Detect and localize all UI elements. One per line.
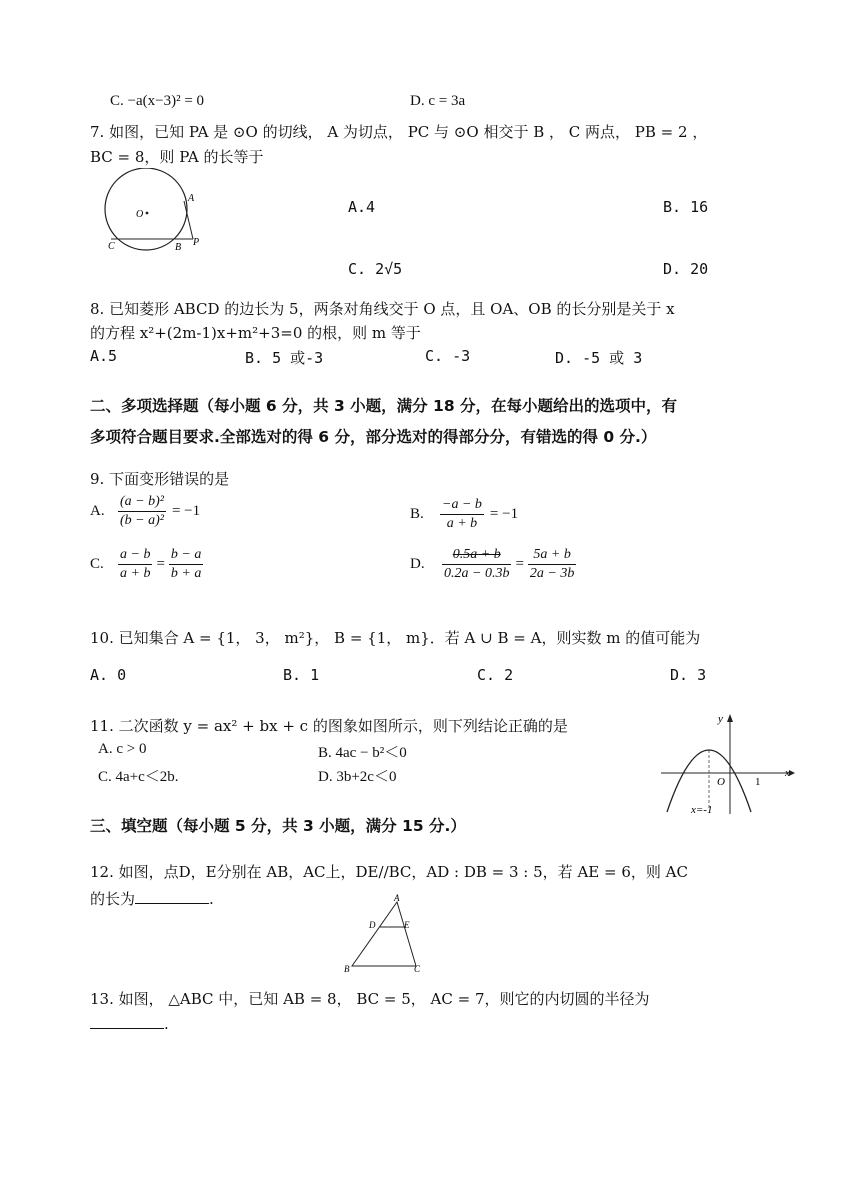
q8-stem-line1: 8. 已知菱形 ABCD 的边长为 5，两条对角线交于 O 点，且 OA、OB 的长分别是关于 x [90,300,675,318]
q12-label-c: C [414,964,421,974]
q11-option-b: B. 4ac − b²＜0 [318,745,407,761]
q9-c-left-denominator: a + b [120,566,151,581]
q9-a-fraction [118,493,166,530]
q10-option-d: D. 3 [670,666,707,684]
q9-option-c [90,546,203,583]
q12-label-d: D [369,920,376,930]
q12-line2-text: 的长为 [90,890,136,908]
q11-label-y: y [718,713,723,725]
q9-d-right-denominator: 2a − 3b [529,566,575,581]
q12-triangle-figure [340,892,430,974]
q13-stem-line1: 13. 如图， △ABC 中，已知 AB = 8， BC = 5， AC = 7，则它的内切圆的半径为 [90,990,650,1008]
q7-circle [105,168,187,250]
q9-d-left-denominator: 0.2a − 0.3b [444,566,510,581]
q12-label-b: B [344,964,350,974]
q7-option-a: A.4 [348,198,376,216]
q8-option-b: B. 5 或-3 [245,349,324,367]
q12-stem-line1: 12. 如图，点D，E分别在 AB，AC上，DE//BC，AD : DB = 3 : 5，若 AE = 6，则 AC [90,863,688,881]
q9-option-b [410,496,518,533]
section2-heading-line1: 二、多项选择题（每小题 6 分，共 3 小题，满分 18 分，在每小题给出的选项中，有 [90,397,678,415]
q9-a-denominator: (b − a)² [120,513,164,528]
q9-c-equals: = [156,556,165,572]
q12-answer-blank [135,889,209,904]
q9-c-left-numerator: a − b [118,546,152,565]
q11-label-o: O [717,776,725,788]
q9-b-fraction [440,496,484,533]
q12-stem-line2 [90,888,214,909]
q6-option-c: C. −a(x−3)² = 0 [110,93,205,109]
q9-d-right-numerator: 5a + b [528,546,576,565]
q13-answer-blank [90,1014,164,1029]
q7-label-b: B [175,242,182,253]
q10-option-a: A. 0 [90,666,127,684]
q7-option-c: C. 2√5 [348,260,403,278]
q7-label-p: P [193,237,200,248]
q9-a-rhs: = −1 [171,503,201,519]
q10-option-c: C. 2 [477,666,514,684]
q9-a-label: A. [90,503,105,519]
q9-c-right-denominator: b + a [170,566,202,581]
q7-option-b: B. 16 [663,198,709,216]
q8-stem-line2: 的方程 x²+(2m-1)x+m²+3=0 的根，则 m 等于 [90,324,421,342]
q9-option-a [90,493,200,530]
q7-circle-figure [100,168,210,256]
q11-label-one: 1 [755,776,761,788]
section3-heading: 三、填空题（每小题 5 分，共 3 小题，满分 15 分.） [90,817,466,835]
q7-label-a: A [188,193,195,204]
q11-label-x: x [785,767,790,779]
q11-option-c: C. 4a+c＜2b. [98,769,179,785]
q10-stem: 10. 已知集合 A = {1， 3， m²}， B = {1， m}．若 A ∪ B = A，则实数 m 的值可能为 [90,629,701,647]
q7-stem-line2: BC = 8，则 PA 的长等于 [90,148,264,166]
q13-stem-line2 [90,1014,169,1033]
q9-b-denominator: a + b [446,516,478,531]
q7-option-d: D. 20 [663,260,709,278]
q11-x-axis-arrow [789,770,795,776]
q9-c-right-numerator: b − a [169,546,203,565]
q11-option-d: D. 3b+2c＜0 [318,769,397,785]
q11-parabola-figure [655,710,795,820]
q11-label-axis: x=-1 [691,804,713,816]
q7-label-c: C [108,241,115,252]
q8-option-c: C. -3 [425,347,471,365]
q12-label-e: E [404,920,410,930]
q9-stem: 9. 下面变形错误的是 [90,470,230,488]
q8-option-d: D. -5 或 3 [555,349,643,367]
q9-c-fraction-right [169,546,203,583]
q9-d-left-numerator: 0.5a + b [442,546,511,565]
q9-d-fraction-left [442,546,511,583]
q12-line2-end: . [209,890,214,908]
q6-option-d: D. c = 3a [410,93,466,109]
section2-heading-line2: 多项符合题目要求.全部选对的得 6 分，部分选对的得部分分，有错选的得 0 分.） [90,428,657,446]
q9-c-fraction-left [118,546,152,583]
q9-option-d [410,546,576,583]
q9-b-numerator: −a − b [440,496,484,515]
q11-option-a: A. c > 0 [98,741,147,757]
q10-option-b: B. 1 [283,666,320,684]
q7-center-dot [146,212,149,215]
q12-triangle [352,902,416,966]
q7-stem-line1: 7. 如图，已知 PA 是 ⊙O 的切线， A 为切点， PC 与 ⊙O 相交于 B ， C 两点， PB = 2 ， [90,123,708,141]
q13-line2-end: . [164,1015,169,1033]
q9-b-rhs: = −1 [489,506,519,522]
q12-label-a: A [394,893,400,903]
q9-d-fraction-right [528,546,576,583]
q8-option-a: A.5 [90,347,118,365]
q9-d-equals: = [515,556,524,572]
q9-d-label: D. [410,556,425,572]
q11-stem: 11. 二次函数 y = ax² + bx + c 的图象如图所示，则下列结论正确的是 [90,717,568,735]
q11-y-axis-arrow [727,714,733,722]
q9-c-label: C. [90,556,104,572]
q9-a-numerator: (a − b)² [118,493,166,512]
q7-label-o: O [136,209,144,220]
q9-b-label: B. [410,506,424,522]
